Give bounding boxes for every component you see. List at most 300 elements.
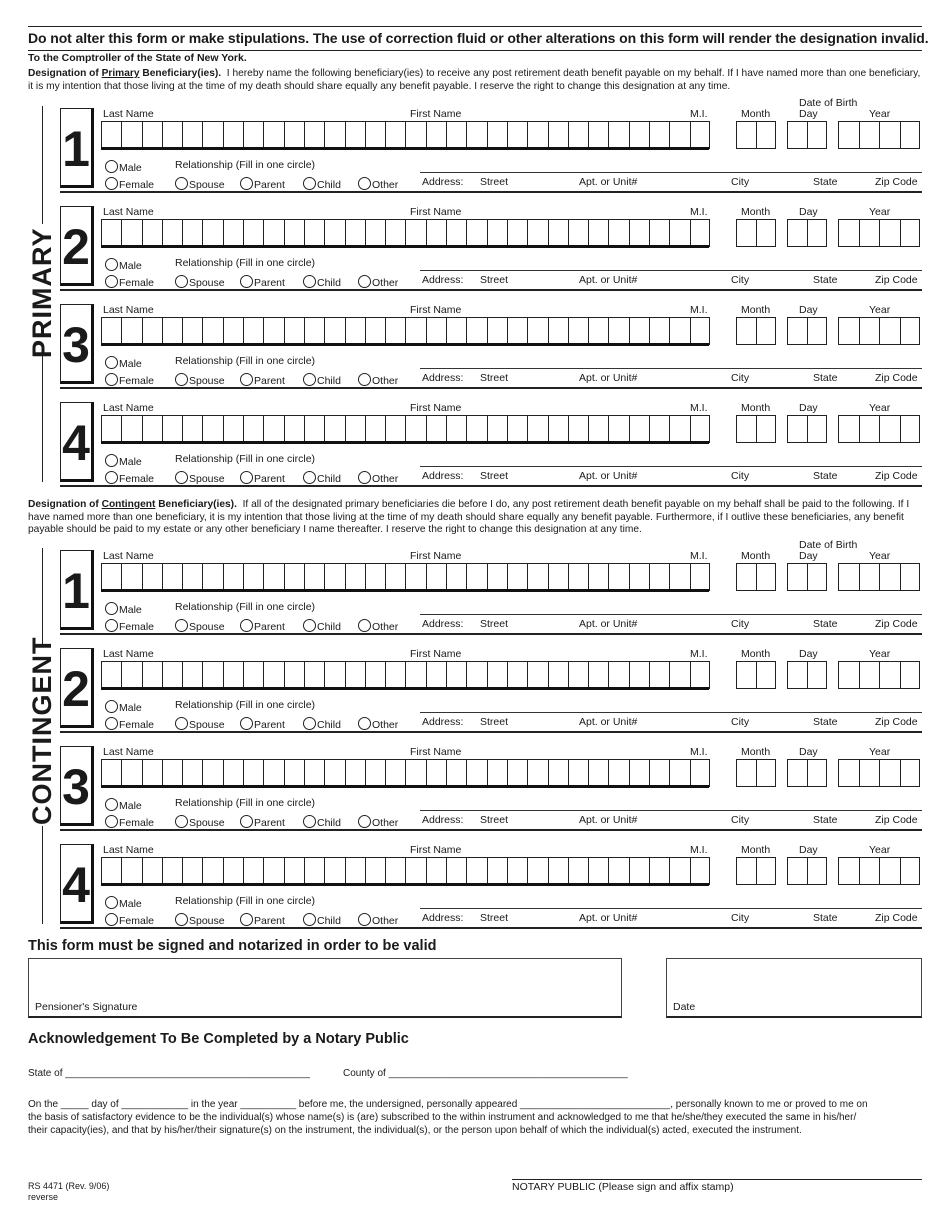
primary-1-number: 1 (60, 108, 94, 188)
state-label: State (813, 618, 838, 630)
spouse-radio[interactable] (175, 815, 188, 828)
female-label: Female (119, 473, 155, 485)
other-option[interactable] (358, 375, 398, 387)
male-option[interactable] (105, 456, 142, 468)
state-of-field[interactable]: State of ____________________________________________ (28, 1068, 310, 1079)
other-option[interactable] (358, 915, 398, 927)
other-label: Other (372, 915, 399, 927)
parent-radio[interactable] (240, 815, 253, 828)
day-label: Day (799, 550, 818, 562)
parent-label: Parent (254, 375, 285, 387)
mi-label: M.I. (690, 402, 708, 414)
primary-1-block (0, 97, 950, 197)
spouse-radio[interactable] (175, 177, 188, 190)
female-radio[interactable] (105, 619, 118, 632)
last-name-label: Last Name (103, 304, 154, 316)
street-label: Street (480, 176, 509, 188)
male-label: Male (119, 162, 142, 174)
parent-option[interactable] (240, 719, 285, 731)
child-radio[interactable] (303, 913, 316, 926)
date-box[interactable] (666, 958, 922, 1018)
primary-2-block (0, 199, 950, 295)
mi-label: M.I. (690, 206, 708, 218)
parent-option[interactable] (240, 179, 285, 191)
male-radio[interactable] (105, 700, 118, 713)
notary-line-2: the basis of satisfactory evidence to be the individual(s) whose name(s) is (are) subscribed to the within instrument and acknowledged to me that he/she/they executed the same in his/her/ (28, 1112, 857, 1123)
parent-label: Parent (254, 277, 285, 289)
child-radio[interactable] (303, 815, 316, 828)
relationship-label: Relationship (Fill in one circle) (175, 453, 316, 465)
street-label: Street (480, 814, 509, 826)
month-boxes[interactable] (736, 759, 776, 787)
child-label: Child (317, 621, 341, 633)
spouse-label: Spouse (189, 719, 225, 731)
female-option[interactable] (105, 817, 154, 829)
notary-signature-line[interactable] (512, 1179, 922, 1180)
notary-line-1: On the _____ day of ____________ in the year __________ before me, the undersigned, personally appeared ___________________________, personally known to me or proved to me on (28, 1099, 868, 1110)
name-boxes[interactable] (101, 415, 710, 443)
month-label: Month (741, 844, 771, 856)
pensioner-signature-label: Pensioner's Signature (35, 1001, 138, 1013)
female-option[interactable] (105, 375, 154, 387)
relationship-label: Relationship (Fill in one circle) (175, 699, 316, 711)
month-label: Month (741, 108, 771, 120)
city-label: City (731, 372, 750, 384)
spouse-option[interactable] (175, 817, 225, 829)
date-label: Date (673, 1001, 696, 1013)
parent-label: Parent (254, 179, 285, 191)
month-boxes[interactable] (736, 857, 776, 885)
apt-label: Apt. or Unit# (579, 372, 638, 384)
other-label: Other (372, 621, 399, 633)
parent-label: Parent (254, 817, 285, 829)
female-label: Female (119, 719, 155, 731)
spouse-label: Spouse (189, 179, 225, 191)
zip-label: Zip Code (875, 372, 918, 384)
last-name-label: Last Name (103, 550, 154, 562)
other-radio[interactable] (358, 913, 371, 926)
female-option[interactable] (105, 621, 154, 633)
spouse-label: Spouse (189, 817, 225, 829)
primary-3-number: 3 (60, 304, 94, 384)
child-label: Child (317, 277, 341, 289)
spouse-radio[interactable] (175, 717, 188, 730)
name-boxes[interactable] (101, 857, 710, 885)
first-name-label: First Name (410, 304, 462, 316)
parent-label: Parent (254, 719, 285, 731)
child-label: Child (317, 719, 341, 731)
notary-line-3: their capacity(ies), and that by his/her/their signature(s) on the instrument, the individual(s), or the person upon behalf of which the individual(s) acted, executed the instrument. (28, 1125, 802, 1136)
addressee-line: To the Comptroller of the State of New York. (28, 52, 247, 64)
year-boxes[interactable] (838, 121, 920, 149)
day-boxes[interactable] (787, 317, 827, 345)
child-label: Child (317, 915, 341, 927)
year-boxes[interactable] (838, 759, 920, 787)
year-boxes[interactable] (838, 857, 920, 885)
male-label: Male (119, 358, 142, 370)
day-boxes[interactable] (787, 563, 827, 591)
parent-radio[interactable] (240, 177, 253, 190)
male-option[interactable] (105, 604, 142, 616)
zip-label: Zip Code (875, 274, 918, 286)
state-label: State (813, 176, 838, 188)
address-line[interactable] (420, 712, 922, 713)
other-radio[interactable] (358, 815, 371, 828)
city-label: City (731, 470, 750, 482)
contingent-side-rule-bottom (42, 826, 43, 924)
child-label: Child (317, 179, 341, 191)
child-radio[interactable] (303, 717, 316, 730)
child-label: Child (317, 375, 341, 387)
other-radio[interactable] (358, 619, 371, 632)
apt-label: Apt. or Unit# (579, 274, 638, 286)
child-label: Child (317, 473, 341, 485)
spouse-radio[interactable] (175, 275, 188, 288)
state-label: State (813, 814, 838, 826)
name-boxes[interactable] (101, 563, 710, 591)
spouse-radio[interactable] (175, 471, 188, 484)
parent-option[interactable] (240, 817, 285, 829)
female-radio[interactable] (105, 177, 118, 190)
state-label: State (813, 372, 838, 384)
state-label: State (813, 716, 838, 728)
male-radio[interactable] (105, 356, 118, 369)
female-radio[interactable] (105, 717, 118, 730)
male-option[interactable] (105, 162, 142, 174)
first-name-label: First Name (410, 402, 462, 414)
first-name-label: First Name (410, 844, 462, 856)
month-label: Month (741, 206, 771, 218)
first-name-label: First Name (410, 108, 462, 120)
spouse-radio[interactable] (175, 913, 188, 926)
female-radio[interactable] (105, 373, 118, 386)
address-line[interactable] (420, 466, 922, 467)
pensioner-signature-box[interactable] (28, 958, 622, 1018)
mi-label: M.I. (690, 550, 708, 562)
last-name-label: Last Name (103, 746, 154, 758)
day-boxes[interactable] (787, 759, 827, 787)
spouse-radio[interactable] (175, 373, 188, 386)
contingent-1-number: 1 (60, 550, 94, 630)
other-label: Other (372, 277, 399, 289)
year-boxes[interactable] (838, 317, 920, 345)
last-name-label: Last Name (103, 206, 154, 218)
male-radio[interactable] (105, 160, 118, 173)
parent-option[interactable] (240, 621, 285, 633)
contingent-4-number: 4 (60, 844, 94, 924)
female-radio[interactable] (105, 471, 118, 484)
city-label: City (731, 912, 750, 924)
other-option[interactable] (358, 719, 398, 731)
male-label: Male (119, 702, 142, 714)
month-boxes[interactable] (736, 219, 776, 247)
street-label: Street (480, 470, 509, 482)
parent-option[interactable] (240, 473, 285, 485)
spouse-option[interactable] (175, 719, 225, 731)
other-radio[interactable] (358, 177, 371, 190)
child-radio[interactable] (303, 619, 316, 632)
year-boxes[interactable] (838, 219, 920, 247)
other-option[interactable] (358, 621, 398, 633)
child-option[interactable] (303, 719, 341, 731)
apt-label: Apt. or Unit# (579, 912, 638, 924)
name-boxes[interactable] (101, 219, 710, 247)
form-id: RS 4471 (Rev. 9/06) (28, 1181, 110, 1191)
apt-label: Apt. or Unit# (579, 814, 638, 826)
county-of-field[interactable]: County of ___________________________________________ (343, 1068, 628, 1079)
male-radio[interactable] (105, 258, 118, 271)
male-label: Male (119, 898, 142, 910)
street-label: Street (480, 274, 509, 286)
parent-option[interactable] (240, 375, 285, 387)
contingent-designation-intro: Designation of Contingent Beneficiary(ies). If all of the designated primary beneficiaries die before I do, any post retirement death benefit payable on my behalf shall be paid to the following. If I have named more than one beneficiary, it is my intention that those living at the time of my death should share equally any benefit payable. Furthermore, if I outlive these beneficiaries, any benefit payable should be paid to my estate or any other beneficiary I name thereafter. I reserve the right to change this designation at any time. (28, 499, 910, 535)
street-label: Street (480, 912, 509, 924)
year-label: Year (869, 108, 891, 120)
other-option[interactable] (358, 277, 398, 289)
other-label: Other (372, 473, 399, 485)
address-label: Address: (422, 274, 464, 286)
last-name-label: Last Name (103, 844, 154, 856)
address-line[interactable] (420, 270, 922, 271)
child-option[interactable] (303, 817, 341, 829)
year-label: Year (869, 206, 891, 218)
female-label: Female (119, 375, 155, 387)
male-option[interactable] (105, 260, 142, 272)
other-label: Other (372, 719, 399, 731)
male-radio[interactable] (105, 602, 118, 615)
other-radio[interactable] (358, 373, 371, 386)
relationship-label: Relationship (Fill in one circle) (175, 601, 316, 613)
spouse-label: Spouse (189, 375, 225, 387)
other-option[interactable] (358, 473, 398, 485)
relationship-label: Relationship (Fill in one circle) (175, 257, 316, 269)
spouse-label: Spouse (189, 473, 225, 485)
relationship-label: Relationship (Fill in one circle) (175, 159, 316, 171)
male-radio[interactable] (105, 896, 118, 909)
female-radio[interactable] (105, 913, 118, 926)
zip-label: Zip Code (875, 176, 918, 188)
spouse-label: Spouse (189, 277, 225, 289)
male-radio[interactable] (105, 798, 118, 811)
year-label: Year (869, 304, 891, 316)
year-boxes[interactable] (838, 415, 920, 443)
day-boxes[interactable] (787, 857, 827, 885)
contingent-3-number: 3 (60, 746, 94, 826)
other-radio[interactable] (358, 471, 371, 484)
month-boxes[interactable] (736, 563, 776, 591)
contingent-2-number: 2 (60, 648, 94, 728)
other-option[interactable] (358, 817, 398, 829)
last-name-label: Last Name (103, 402, 154, 414)
mi-label: M.I. (690, 746, 708, 758)
mi-label: M.I. (690, 108, 708, 120)
month-boxes[interactable] (736, 661, 776, 689)
spouse-option[interactable] (175, 179, 225, 191)
female-option[interactable] (105, 719, 154, 731)
last-name-label: Last Name (103, 648, 154, 660)
child-option[interactable] (303, 473, 341, 485)
signature-heading: This form must be signed and notarized in order to be valid (28, 938, 437, 954)
city-label: City (731, 176, 750, 188)
parent-radio[interactable] (240, 717, 253, 730)
female-option[interactable] (105, 473, 154, 485)
address-label: Address: (422, 470, 464, 482)
child-option[interactable] (303, 179, 341, 191)
month-boxes[interactable] (736, 317, 776, 345)
first-name-label: First Name (410, 746, 462, 758)
female-label: Female (119, 621, 155, 633)
parent-radio[interactable] (240, 619, 253, 632)
other-label: Other (372, 179, 399, 191)
contingent-side-rule-top (42, 548, 43, 644)
day-label: Day (799, 108, 818, 120)
name-boxes[interactable] (101, 317, 710, 345)
child-radio[interactable] (303, 275, 316, 288)
zip-label: Zip Code (875, 716, 918, 728)
other-label: Other (372, 817, 399, 829)
month-boxes[interactable] (736, 415, 776, 443)
zip-label: Zip Code (875, 618, 918, 630)
day-boxes[interactable] (787, 219, 827, 247)
parent-radio[interactable] (240, 275, 253, 288)
day-label: Day (799, 402, 818, 414)
first-name-label: First Name (410, 206, 462, 218)
primary-4-block (0, 395, 950, 491)
other-option[interactable] (358, 179, 398, 191)
address-label: Address: (422, 814, 464, 826)
spouse-label: Spouse (189, 621, 225, 633)
parent-radio[interactable] (240, 913, 253, 926)
state-label: State (813, 470, 838, 482)
month-label: Month (741, 402, 771, 414)
day-label: Day (799, 206, 818, 218)
spouse-option[interactable] (175, 621, 225, 633)
parent-option[interactable] (240, 915, 285, 927)
female-label: Female (119, 915, 155, 927)
apt-label: Apt. or Unit# (579, 618, 638, 630)
year-boxes[interactable] (838, 563, 920, 591)
male-label: Male (119, 260, 142, 272)
day-label: Day (799, 844, 818, 856)
male-option[interactable] (105, 800, 142, 812)
warning-banner: Do not alter this form or make stipulations. The use of correction fluid or other alterations on this form will render the designation invalid. (28, 26, 922, 51)
apt-label: Apt. or Unit# (579, 716, 638, 728)
contingent-3-block (0, 739, 950, 835)
dob-label: Date of Birth (799, 97, 858, 109)
spouse-option[interactable] (175, 915, 225, 927)
apt-label: Apt. or Unit# (579, 470, 638, 482)
male-option[interactable] (105, 702, 142, 714)
other-label: Other (372, 375, 399, 387)
address-line[interactable] (420, 172, 922, 173)
contingent-4-block (0, 837, 950, 933)
parent-radio[interactable] (240, 471, 253, 484)
relationship-label: Relationship (Fill in one circle) (175, 895, 316, 907)
female-radio[interactable] (105, 275, 118, 288)
name-boxes[interactable] (101, 759, 710, 787)
address-label: Address: (422, 176, 464, 188)
child-option[interactable] (303, 375, 341, 387)
male-radio[interactable] (105, 454, 118, 467)
child-option[interactable] (303, 621, 341, 633)
primary-4-number: 4 (60, 402, 94, 482)
child-option[interactable] (303, 277, 341, 289)
child-radio[interactable] (303, 373, 316, 386)
address-line[interactable] (420, 368, 922, 369)
city-label: City (731, 716, 750, 728)
female-option[interactable] (105, 277, 154, 289)
spouse-label: Spouse (189, 915, 225, 927)
day-label: Day (799, 304, 818, 316)
female-label: Female (119, 179, 155, 191)
address-line[interactable] (420, 810, 922, 811)
child-option[interactable] (303, 915, 341, 927)
name-boxes[interactable] (101, 661, 710, 689)
address-label: Address: (422, 618, 464, 630)
female-label: Female (119, 277, 155, 289)
day-boxes[interactable] (787, 661, 827, 689)
state-label: State (813, 912, 838, 924)
parent-radio[interactable] (240, 373, 253, 386)
child-label: Child (317, 817, 341, 829)
contingent-1-block (0, 539, 950, 639)
address-line[interactable] (420, 908, 922, 909)
state-label: State (813, 274, 838, 286)
primary-side-rule-top (42, 106, 43, 224)
spouse-option[interactable] (175, 277, 225, 289)
female-radio[interactable] (105, 815, 118, 828)
child-radio[interactable] (303, 471, 316, 484)
parent-option[interactable] (240, 277, 285, 289)
primary-side-label: PRIMARY (27, 227, 57, 358)
day-boxes[interactable] (787, 121, 827, 149)
female-option[interactable] (105, 179, 154, 191)
spouse-option[interactable] (175, 473, 225, 485)
contingent-2-block (0, 641, 950, 737)
mi-label: M.I. (690, 648, 708, 660)
child-radio[interactable] (303, 177, 316, 190)
day-label: Day (799, 648, 818, 660)
other-radio[interactable] (358, 275, 371, 288)
contingent-side-label: CONTINGENT (27, 636, 57, 825)
male-option[interactable] (105, 358, 142, 370)
month-label: Month (741, 550, 771, 562)
year-label: Year (869, 402, 891, 414)
address-line[interactable] (420, 614, 922, 615)
female-label: Female (119, 817, 155, 829)
day-label: Day (799, 746, 818, 758)
female-option[interactable] (105, 915, 154, 927)
street-label: Street (480, 618, 509, 630)
other-radio[interactable] (358, 717, 371, 730)
primary-designation-intro: Designation of Primary Beneficiary(ies). I hereby name the following beneficiary(ies) to receive any post retirement death benefit payable on my behalf. If I have named more than one beneficiary, it is my intention that those living at the time of my death should share equally any benefit payable. I reserve the right to change this designation at any time. (28, 68, 921, 92)
address-label: Address: (422, 716, 464, 728)
name-boxes[interactable] (101, 121, 710, 149)
year-boxes[interactable] (838, 661, 920, 689)
mi-label: M.I. (690, 304, 708, 316)
last-name-label: Last Name (103, 108, 154, 120)
year-label: Year (869, 746, 891, 758)
day-boxes[interactable] (787, 415, 827, 443)
month-boxes[interactable] (736, 121, 776, 149)
parent-label: Parent (254, 473, 285, 485)
street-label: Street (480, 372, 509, 384)
male-option[interactable] (105, 898, 142, 910)
male-label: Male (119, 456, 142, 468)
spouse-radio[interactable] (175, 619, 188, 632)
zip-label: Zip Code (875, 470, 918, 482)
spouse-option[interactable] (175, 375, 225, 387)
